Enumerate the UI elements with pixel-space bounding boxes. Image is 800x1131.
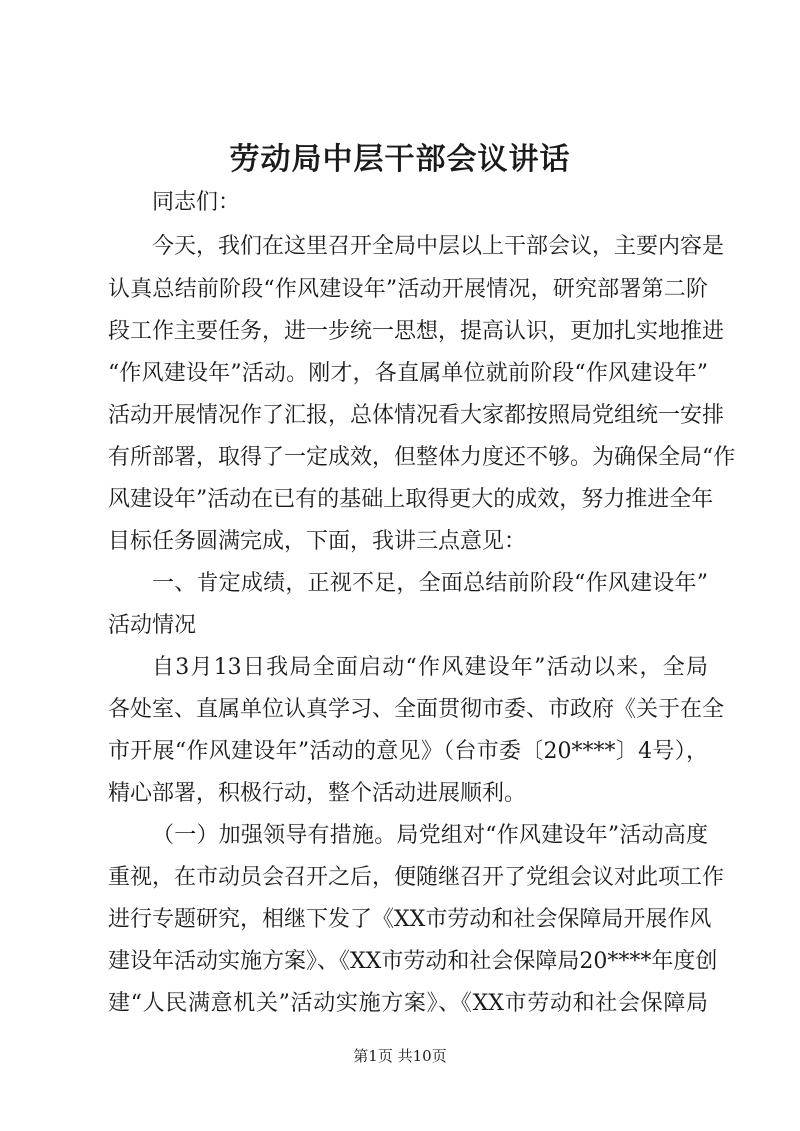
body-line: 段工作主要任务，进一步统一思想，提高认识，更加扎实地推进 <box>108 319 725 344</box>
body-line: 今天，我们在这里召开全局中层以上干部会议，主要内容是 <box>152 234 725 259</box>
body-line: 市开展“作风建设年”活动的意见》（台市委〔20****〕4号）， <box>108 739 708 764</box>
body-line: 各处室、直属单位认真学习、全面贯彻市委、市政府《关于在全 <box>108 697 725 722</box>
body-line: （一）加强领导有措施。局党组对“作风建设年”活动高度 <box>152 823 708 848</box>
body-line: 有所部署，取得了一定成效，但整体力度还不够。为确保全局“作 <box>108 445 736 470</box>
salutation-line: 同志们： <box>152 190 241 215</box>
page-number-footer: 第1页 共10页 <box>353 1047 447 1065</box>
body-line: 活动开展情况作了汇报，总体情况看大家都按照局党组统一安排 <box>108 403 725 428</box>
body-line: 精心部署，积极行动，整个活动进展顺利。 <box>108 781 527 806</box>
body-line: “作风建设年”活动。刚才，各直属单位就前阶段“作风建设年” <box>108 361 708 386</box>
body-line: 进行专题研究，相继下发了《XX市劳动和社会保障局开展作风 <box>108 907 712 932</box>
body-line: 建设年活动实施方案》、《XX市劳动和社会保障局20****年度创 <box>108 949 718 974</box>
body-line: 目标任务圆满完成，下面，我讲三点意见： <box>108 529 527 554</box>
body-line: 重视，在市动员会召开之后，便随继召开了党组会议对此项工作 <box>108 865 725 890</box>
body-line: 自3月13日我局全面启动“作风建设年”活动以来，全局 <box>152 655 708 680</box>
document-title: 劳动局中层干部会议讲话 <box>229 142 571 177</box>
section-heading-line: 活动情况 <box>108 613 197 638</box>
section-heading-line: 一、肯定成绩，正视不足，全面总结前阶段“作风建设年” <box>152 571 708 596</box>
body-line: 风建设年”活动在已有的基础上取得更大的成效，努力推进全年 <box>108 487 714 512</box>
body-line: 认真总结前阶段“作风建设年”活动开展情况，研究部署第二阶 <box>108 277 708 302</box>
body-line: 建“人民满意机关”活动实施方案》、《XX市劳动和社会保障局 <box>108 991 708 1016</box>
